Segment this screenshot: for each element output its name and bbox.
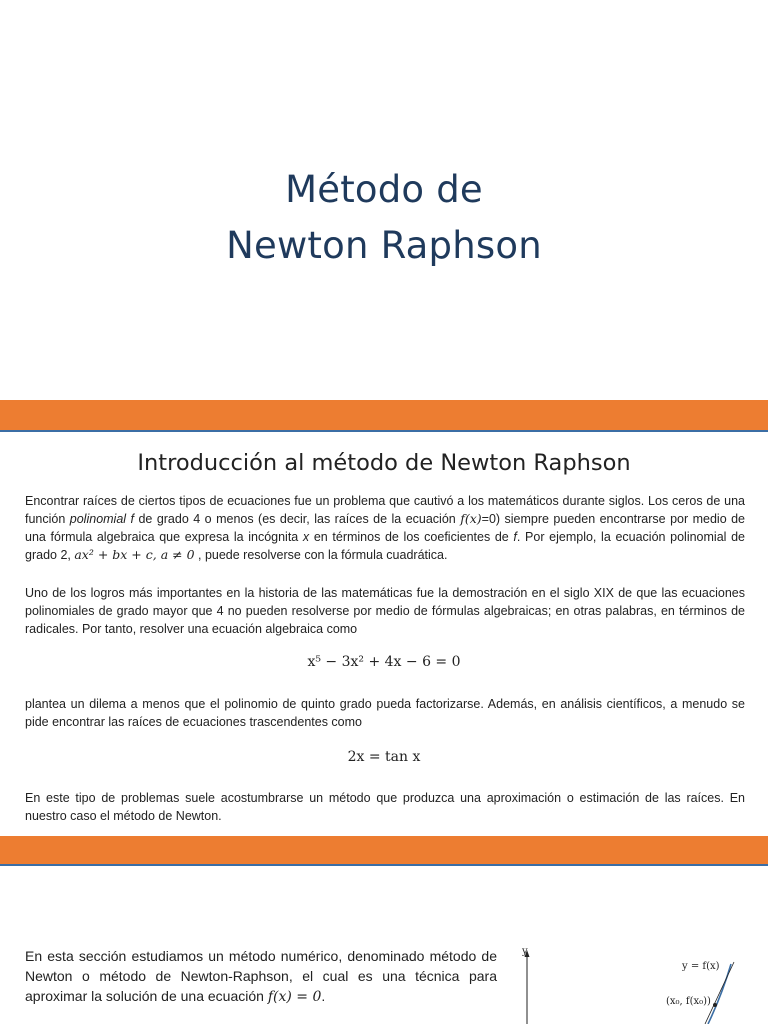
intro-paragraph-3: plantea un dilema a menos que el polinomio de quinto grado pueda factorizarse. Además, en análisis científicos, a menudo se pide encontrar las raíces de ecuaciones trascendentes como	[25, 697, 745, 729]
newton-text-a: En esta sección estudiamos un método numérico, denominado método de Newton o método de Newton-Raphson, el cual es una técnica para aproximar la solución de una ecuación	[25, 948, 497, 1004]
newton-text-b: .	[321, 988, 326, 1004]
intro-paragraph-4: En este tipo de problemas suele acostumbrarse un método que produzca una aproximación o estimación de las raíces. En nuestro caso el método de Newton.	[25, 791, 745, 823]
p1-text-b: polinomial f	[69, 512, 134, 526]
p1-text-e: =0) siempre pueden encontrarse por medio de una fórmula algebraica que expresa la incógnita	[25, 512, 746, 544]
p1-text-a: Encontrar raíces de ciertos tipos de ecuaciones fue un problema que cautivó a los matemáticos durante siglos. Los ceros de una función	[25, 494, 745, 526]
p1-text-c: de grado 4 o menos (es decir, las raíces de la ecuación	[134, 512, 461, 526]
equation-polynomial: x⁵ − 3x² + 4x − 6 = 0	[307, 654, 461, 670]
y-axis-label: y	[522, 946, 528, 957]
newton-intro-text	[25, 946, 497, 1007]
slide-divider-bar	[0, 400, 768, 430]
newton-graph-svg	[500, 936, 768, 1024]
p1-text-g: en términos de los coeficientes de	[309, 530, 514, 544]
intro-paragraph-1	[25, 492, 745, 564]
curve-f	[708, 964, 731, 1024]
p1-math-fx: f(x)	[460, 511, 482, 526]
p1-text-k: , puede resolverse con la fórmula cuadrática.	[194, 548, 448, 562]
slide-title-line2: Newton Raphson	[226, 224, 542, 267]
slide-title-line1: Método de	[285, 168, 483, 211]
slide-newton-method	[0, 866, 768, 1024]
slide-divider-bar	[0, 836, 768, 864]
point-label: (x₀, f(x₀))	[666, 996, 711, 1007]
newton-graph	[500, 936, 768, 1024]
newton-text-equation: f(x) = 0	[267, 989, 322, 1005]
p1-text-x: x	[302, 530, 310, 544]
p1-text-i: . Por ejemplo, la ecuación polinomial de grado 2,	[25, 530, 745, 562]
intro-paragraph-2: Uno de los logros más importantes en la historia de las matemáticas fue la demostración en el siglo XIX de que las ecuaciones polinomiales de grado mayor que 4 no pueden resolverse por medio de fórmulas algebraicas; en otras palabras, en términos de radicales. Por tanto, resolver una ecuación algebraica como	[25, 586, 745, 636]
p1-math-quadratic: ax² + bx + c, a ≠ 0	[74, 547, 195, 562]
slide-introduction	[0, 432, 768, 836]
slide-title	[0, 0, 768, 400]
p1-text-f: f	[513, 530, 517, 544]
point-x0	[713, 1003, 717, 1007]
intro-title: Introducción al método de Newton Raphson	[137, 450, 631, 476]
curve-label: y = f(x)	[682, 961, 720, 972]
equation-transcendental: 2x = tan x	[347, 749, 421, 765]
